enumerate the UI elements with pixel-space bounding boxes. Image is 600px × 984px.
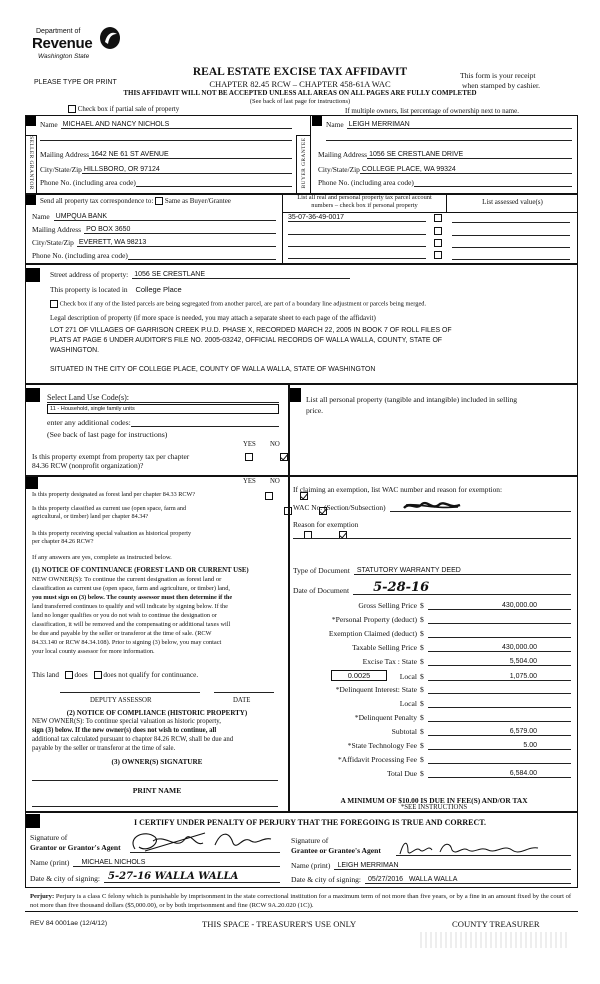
total-currency: $: [420, 769, 424, 778]
local-rate-field[interactable]: 0.0025: [331, 670, 387, 681]
legal-line-3: WASHINGTON.: [50, 347, 100, 354]
located-row: [50, 285, 182, 294]
seller-phone-row: [40, 178, 292, 187]
delinq-state-field[interactable]: [428, 686, 571, 694]
grantor-name-field[interactable]: MICHAEL NICHOLS: [73, 859, 280, 867]
seller-name-row: [40, 120, 292, 129]
historic-question-2: per chapter 84.26 RCW?: [32, 538, 94, 545]
current-use-yes-checkbox[interactable]: [284, 507, 292, 515]
notice-continuance-l5: land no longer qualifies or you do not wish to continue the designation or: [32, 612, 217, 619]
print-name-label: PRINT NAME: [132, 786, 182, 795]
local-label: Local: [399, 672, 417, 681]
grantor-date-label: Date & city of signing:: [30, 874, 101, 883]
notice-continuance-l9: your local county assessor for more information.: [32, 648, 155, 655]
gross-field[interactable]: 430,000.00: [428, 602, 571, 610]
additional-codes-field[interactable]: [131, 419, 279, 427]
situated-line: SITUATED IN THE CITY OF COLLEGE PLACE, COUNTY OF WALLA WALLA, STATE OF WASHINGTON: [50, 366, 376, 373]
exemption-claimed-row: [293, 629, 571, 638]
notice-continuance-l4: land transferred continues to qualify and will indicate by signing below. If the: [32, 603, 228, 610]
delinq-local-field[interactable]: [428, 700, 571, 708]
grantor-name-row: [30, 858, 280, 867]
seller-block-marker: [26, 116, 36, 126]
notice-continuance-l8: 84.33.140 or RCW 84.34.108). Prior to signing (3) below, you may contact: [32, 639, 222, 646]
buyer-city-label: City/State/Zip: [318, 165, 360, 174]
doc-date-row: [293, 582, 571, 595]
notice-continuance-l7: be due and payable by the seller or transferor at the time of sale. (RCW: [32, 630, 212, 637]
tax-corr-label: Send all property tax correspondence to:: [40, 197, 154, 205]
land-use-no-header: NO: [270, 441, 280, 448]
segregated-checkbox[interactable]: [50, 300, 58, 308]
revenue-logo-icon: [99, 26, 121, 50]
seller-side-label: [25, 135, 37, 193]
reason-label: Reason for exemption: [293, 520, 359, 529]
designation-yes-header: YES: [243, 478, 256, 485]
parcel-header-line: [282, 212, 578, 213]
buyer-name-field[interactable]: LEIGH MERRIMAN: [347, 121, 572, 129]
current-use-question-1: Is this property classified as current use (open space, farm and: [32, 505, 187, 512]
legal-label: Legal description of property (if more space is needed, you may attach a separate sheet to each page of the affidavit): [50, 314, 376, 322]
personal-row: [293, 615, 571, 624]
designation-no-header: NO: [270, 478, 280, 485]
delinq-penalty-field[interactable]: [428, 714, 571, 722]
buyer-city-field[interactable]: COLLEGE PLACE, WA 99324: [360, 166, 572, 174]
receipt-note-1: This form is your receipt: [460, 71, 536, 80]
subtotal-currency: $: [420, 727, 424, 736]
if-yes-note: If any answers are yes, complete as instructed below.: [32, 554, 172, 561]
seller-city-label: City/State/Zip: [40, 165, 82, 174]
form-title: REAL ESTATE EXCISE TAX AFFIDAVIT: [192, 66, 408, 78]
parcel-header-2: numbers – check box if personal property: [311, 202, 418, 209]
seller-phone-label: Phone No. (including area code): [40, 178, 136, 187]
excise-currency: $: [420, 657, 424, 666]
parcel-personal-checkbox-1[interactable]: [434, 214, 442, 222]
seller-addr-field[interactable]: 1642 NE 61 ST AVENUE: [89, 151, 292, 159]
notice-continuance-l6: classification, it will be removed and the compensating or additional taxes will: [32, 621, 231, 628]
total-row: [293, 769, 571, 778]
taxable-label: Taxable Selling Price: [352, 643, 417, 652]
perjury-label: Perjury:: [30, 893, 55, 900]
land-use-marker: [26, 388, 40, 402]
this-land-row: [32, 671, 198, 679]
logo-dept: Department of: [36, 28, 81, 35]
notice-compliance-l4: payable by the seller or transferor at the time of sale.: [32, 745, 176, 752]
parcel-row-3: [288, 239, 442, 247]
buyer-addr-row: [318, 150, 572, 159]
exempt-question-1: Is this property exempt from property tax per chapter: [32, 452, 190, 461]
certify-statement: I CERTIFY UNDER PENALTY OF PERJURY THAT THE FOREGOING IS TRUE AND CORRECT.: [133, 818, 486, 827]
historic-question-1: Is this property receiving special valuation as historical property: [32, 530, 192, 537]
tax-corr-phone-field[interactable]: [128, 252, 276, 260]
delinq-state-currency: $: [420, 685, 424, 694]
grantor-date-field[interactable]: 5-27-16 WALLA WALLA: [104, 871, 280, 883]
assessed-line-3[interactable]: [452, 247, 570, 248]
delinq-state-row: [293, 685, 571, 694]
located-label: This property is located in: [50, 285, 128, 294]
seller-city-field[interactable]: HILLSBORO, OR 97124: [82, 166, 292, 174]
land-use-yes-header: YES: [243, 441, 256, 448]
buyer-side-text: BUYER GRANTEE: [301, 137, 307, 189]
parcel-number-4[interactable]: [288, 251, 426, 259]
print-name-line[interactable]: [32, 806, 278, 807]
delinq-penalty-label: *Delinquent Penalty: [354, 713, 417, 722]
grantor-name-label: Name (print): [30, 858, 70, 867]
grantee-name-label: Name (print): [291, 861, 331, 870]
land-use-label: Select Land Use Code(s):: [47, 393, 279, 403]
same-as-buyer-checkbox[interactable]: [155, 197, 163, 205]
current-use-question-2: agricultural, or timber) land per chapter 84.34?: [32, 513, 149, 520]
parcel-number-2[interactable]: [288, 227, 426, 235]
see-instructions-note: *SEE INSTRUCTIONS: [400, 804, 468, 811]
subtotal-row: [293, 727, 571, 736]
perjury-notice: [30, 892, 575, 910]
partial-sale-row: [68, 105, 179, 113]
seller-side-text: SELLER GRANTOR: [28, 136, 34, 190]
total-field[interactable]: 6,584.00: [428, 770, 571, 778]
parcel-header-1: List all real and personal property tax parcel account: [297, 194, 432, 201]
certify-marker: [26, 814, 40, 828]
additional-codes-row: [47, 418, 279, 427]
total-label: Total Due: [386, 769, 417, 778]
gross-row: [293, 601, 571, 610]
tax-corr-label-row: [40, 197, 231, 205]
tech-fee-field[interactable]: 5.00: [428, 742, 571, 750]
doc-type-row: [293, 566, 571, 575]
tax-corr-phone-row: [32, 251, 276, 260]
gross-currency: $: [420, 601, 424, 610]
affidavit-fee-currency: $: [420, 755, 424, 764]
forest-yes-checkbox[interactable]: [265, 492, 273, 500]
tax-corr-addr-field[interactable]: PO BOX 3650: [84, 226, 276, 234]
exempt-no-checkbox[interactable]: [280, 453, 288, 461]
local-field[interactable]: 1,075.00: [428, 673, 571, 681]
seller-phone-field[interactable]: [136, 179, 292, 187]
buyer-city-row: [318, 165, 572, 174]
parcel-row-2: [288, 227, 442, 235]
street-row: [50, 270, 350, 279]
does-not-qualify-checkbox[interactable]: [94, 671, 102, 679]
excise-state-row: [293, 657, 571, 666]
deputy-date-line[interactable]: [214, 692, 274, 693]
tax-corr-city-row: [32, 238, 276, 247]
does-qualify-checkbox[interactable]: [65, 671, 73, 679]
seller-addr-label: Mailing Address: [40, 150, 90, 159]
parcel-personal-checkbox-4[interactable]: [434, 251, 442, 259]
segregated-label: Check box if any of the listed parcels are being segregated from another parcel, are part of a boundary line adjustment or parcels being merged.: [59, 300, 427, 308]
logo-revenue: Revenue: [32, 35, 93, 52]
tax-corr-marker: [26, 195, 36, 205]
notice-continuance-l2: classification as current use (open space, farm and agriculture, or timber) land,: [32, 585, 230, 592]
multiple-owners-note: If multiple owners, list percentage of ownership next to name.: [345, 107, 519, 115]
exempt-question-2: 84.36 RCW (nonprofit organization)?: [32, 461, 144, 470]
deputy-date-label: DATE: [233, 697, 251, 704]
parcel-row-4: [288, 251, 442, 259]
doc-type-field[interactable]: STATUTORY WARRANTY DEED: [354, 567, 571, 575]
delinq-penalty-row: [293, 713, 571, 722]
tax-corr-name-row: [32, 212, 276, 221]
minimum-due-note: A MINIMUM OF $10.00 IS DUE IN FEE(S) AND/OR TAX: [340, 796, 528, 805]
seller-name-line2: [40, 140, 292, 141]
exemption-claimed-field[interactable]: [428, 630, 571, 638]
personal-property-label-1: List all personal property (tangible and intangible) included in selling: [306, 395, 518, 404]
taxable-currency: $: [420, 643, 424, 652]
grantee-sig-label-2: Grantee or Grantee's Agent: [291, 846, 381, 855]
exemption-currency: $: [420, 629, 424, 638]
tech-fee-row: [293, 741, 571, 750]
logo-state: Washington State: [38, 53, 90, 60]
tax-corr-city-label: City/State/Zip: [32, 238, 74, 247]
grantee-name-row: [291, 861, 571, 870]
assessed-header: List assessed value(s): [482, 198, 543, 206]
form-chapter: CHAPTER 82.45 RCW – CHAPTER 458-61A WAC: [209, 79, 391, 89]
seller-city-row: [40, 165, 292, 174]
doc-type-label: Type of Document: [293, 566, 350, 575]
grantee-name-field[interactable]: LEIGH MERRIMAN: [334, 862, 571, 870]
scribble-mark-icon: [402, 499, 462, 513]
grantor-signature-icon: [125, 827, 275, 857]
receipt-note-2: when stamped by cashier.: [462, 81, 541, 90]
exemption-claim-label: If claiming an exemption, list WAC number and reason for exemption:: [293, 485, 503, 494]
land-use-code-select[interactable]: 11 - Household, single family units: [47, 404, 279, 414]
seller-name-field[interactable]: MICHAEL AND NANCY NICHOLS: [61, 121, 292, 129]
buyer-phone-field[interactable]: [414, 179, 572, 187]
reason-line-1[interactable]: [293, 538, 571, 539]
designation-marker: [26, 477, 38, 489]
land-use-see-back: (See back of last page for instructions): [47, 430, 168, 439]
personal-property-marker: [290, 388, 301, 402]
grantee-date-field[interactable]: 05/27/2016 WALLA WALLA: [365, 876, 571, 884]
tech-fee-label: *State Technology Fee: [347, 741, 417, 750]
grantee-date-row: [291, 875, 571, 884]
notice-continuance-l1: NEW OWNER(S): To continue the current designation as forest land or: [32, 576, 222, 583]
segregated-row: [50, 300, 426, 308]
buyer-addr-label: Mailing Address: [318, 150, 368, 159]
please-type: PLEASE TYPE OR PRINT: [34, 79, 117, 86]
notice-compliance-l1: NEW OWNER(S): To continue special valuation as historic property,: [32, 718, 221, 725]
notice-compliance-title: (2) NOTICE OF COMPLIANCE (HISTORIC PROPERTY): [66, 709, 248, 717]
owner-signature-line[interactable]: [32, 780, 278, 781]
buyer-block-marker: [312, 116, 322, 126]
same-as-buyer-label: Same as Buyer/Grantee: [164, 197, 231, 205]
subtotal-field[interactable]: 6,579.00: [428, 728, 571, 736]
taxable-row: [293, 643, 571, 652]
seller-buyer-divider: [310, 115, 311, 194]
deputy-sig-line[interactable]: [60, 692, 200, 693]
street-label: Street address of property:: [50, 270, 129, 279]
this-land-label: This land: [32, 671, 59, 679]
exempt-yes-checkbox[interactable]: [245, 453, 253, 461]
parcel-personal-checkbox-2[interactable]: [434, 227, 442, 235]
does-not-label: does not qualify for continuance.: [103, 671, 199, 679]
additional-codes-label: enter any additional codes:: [47, 418, 131, 427]
delinq-penalty-currency: $: [420, 713, 424, 722]
legal-line-1: LOT 271 OF VILLAGES OF GARRISON CREEK P.U.D. PHASE X, RECORDED MARCH 22, 2005 IN BOOK 7 OF ROLL FILES OF: [50, 327, 452, 334]
assessed-line-1[interactable]: [452, 222, 570, 223]
grantee-sig-label-1: Signature of: [291, 836, 329, 845]
buyer-addr-field[interactable]: 1056 SE CRESTLANE DRIVE: [367, 151, 572, 159]
tax-corr-name-label: Name: [32, 212, 50, 221]
buyer-side-label: [296, 135, 310, 193]
doc-date-field[interactable]: 5-28-16: [353, 582, 571, 595]
buyer-name-line2: [326, 140, 572, 141]
forest-question: Is this property designated as forest land per chapter 84.33 RCW?: [32, 491, 196, 498]
wac-field[interactable]: [390, 503, 571, 512]
affidavit-fee-field[interactable]: [428, 756, 571, 764]
perjury-text: Perjury is a class C felony which is punishable by imprisonment in the state correctional institution for a maximum term of not more than five years, or by a fine in an amount fixed by the court of not more than five thousand dollars ($5,000.00), or by both imprisonment and fine (RCW 9A.20.020 (1C)).: [30, 893, 572, 909]
personal-label: *Personal Property (deduct): [331, 615, 417, 624]
grantor-date-row: [30, 871, 280, 883]
affidavit-fee-label: *Affidavit Processing Fee: [337, 755, 417, 764]
tax-corr-phone-label: Phone No. (including area code): [32, 251, 128, 260]
taxable-field[interactable]: 430,000.00: [428, 644, 571, 652]
parcel-row-1: [288, 214, 442, 222]
grantor-sig-label-2: Grantor or Grantor's Agent: [30, 843, 121, 852]
partial-sale-label: Check box if partial sale of property: [77, 105, 180, 113]
legal-line-2: PLATS AT PAGE 6 UNDER AUDITOR'S FILE NO. 2005-03242, OFFICIAL RECORDS OF WALLA WALLA, COUNTY, STATE OF: [50, 337, 443, 344]
notice-continuance-title: (1) NOTICE OF CONTINUANCE (FOREST LAND OR CURRENT USE): [32, 567, 249, 574]
notice-compliance-l3: additional tax calculated pursuant to chapter 84.26 RCW, shall be due and: [32, 736, 234, 743]
excise-state-field[interactable]: 5,504.00: [428, 658, 571, 666]
gross-label: Gross Selling Price: [358, 601, 417, 610]
grantor-sig-label-1: Signature of: [30, 833, 68, 842]
does-label: does: [74, 671, 88, 679]
personal-field[interactable]: [428, 616, 571, 624]
grantee-signature-icon: [396, 836, 546, 860]
notice-continuance-l3: you must sign on (3) below. The county assessor must then determine if the: [32, 594, 233, 601]
delinq-local-label: Local: [399, 699, 417, 708]
county-treasurer-label: COUNTY TREASURER: [452, 919, 540, 929]
wac-label: WAC No. (Section/Subsection): [293, 503, 386, 512]
rev-number: REV 84 0001ae (12/4/12): [30, 920, 108, 927]
assessed-line-4[interactable]: [452, 259, 570, 260]
buyer-name-label: Name: [326, 120, 344, 129]
owner-signature-label: (3) OWNER(S) SIGNATURE: [111, 758, 203, 766]
logo: [26, 24, 126, 68]
affidavit-fee-row: [293, 755, 571, 764]
seller-name-label: Name: [40, 120, 58, 129]
deputy-label: DEPUTY ASSESSOR: [90, 697, 152, 704]
see-back-note: (See back of last page for instructions): [249, 98, 351, 105]
subtotal-label: Subtotal: [391, 727, 417, 736]
tech-fee-currency: $: [420, 741, 424, 750]
treasurer-only-label: THIS SPACE - TREASURER'S USE ONLY: [202, 919, 357, 929]
assessed-line-2[interactable]: [452, 235, 570, 236]
notice-compliance-l2: sign (3) below. If the new owner(s) does not wish to continue, all: [32, 727, 217, 734]
treasurer-stamp-area: [420, 932, 570, 948]
exemption-claimed-label: Exemption Claimed (deduct): [328, 629, 417, 638]
personal-property-label-2: price.: [306, 406, 324, 415]
located-value[interactable]: College Place: [135, 285, 182, 294]
delinq-local-currency: $: [420, 699, 424, 708]
seller-addr-row: [40, 150, 292, 159]
local-currency: $: [420, 672, 424, 681]
buyer-phone-row: [318, 178, 572, 187]
doc-date-label: Date of Document: [293, 586, 350, 595]
parcel-number-3[interactable]: [288, 239, 426, 247]
tax-corr-city-field[interactable]: EVERETT, WA 98213: [77, 239, 276, 247]
grantee-date-label: Date & city of signing:: [291, 875, 362, 884]
parcel-number-1[interactable]: 35-07-36-49-0017: [288, 214, 426, 222]
tax-corr-addr-label: Mailing Address: [32, 225, 82, 234]
partial-sale-checkbox[interactable]: [68, 105, 76, 113]
tax-corr-name-field[interactable]: UMPQUA BANK: [54, 213, 276, 221]
not-accepted-notice: THIS AFFIDAVIT WILL NOT BE ACCEPTED UNLESS ALL AREAS ON ALL PAGES ARE FULLY COMPLETED: [123, 89, 477, 97]
delinq-local-row: [293, 699, 571, 708]
street-field[interactable]: 1056 SE CRESTLANE: [132, 271, 350, 279]
tax-corr-addr-row: [32, 225, 276, 234]
excise-state-label: Excise Tax : State: [362, 657, 417, 666]
delinq-state-label: *Delinquent Interest: State: [335, 685, 417, 694]
wac-row: [293, 503, 571, 512]
property-marker: [26, 268, 40, 282]
local-row: [293, 670, 571, 681]
personal-currency: $: [420, 615, 424, 624]
buyer-name-row: [326, 120, 572, 129]
parcel-personal-checkbox-3[interactable]: [434, 239, 442, 247]
buyer-phone-label: Phone No. (including area code): [318, 178, 414, 187]
